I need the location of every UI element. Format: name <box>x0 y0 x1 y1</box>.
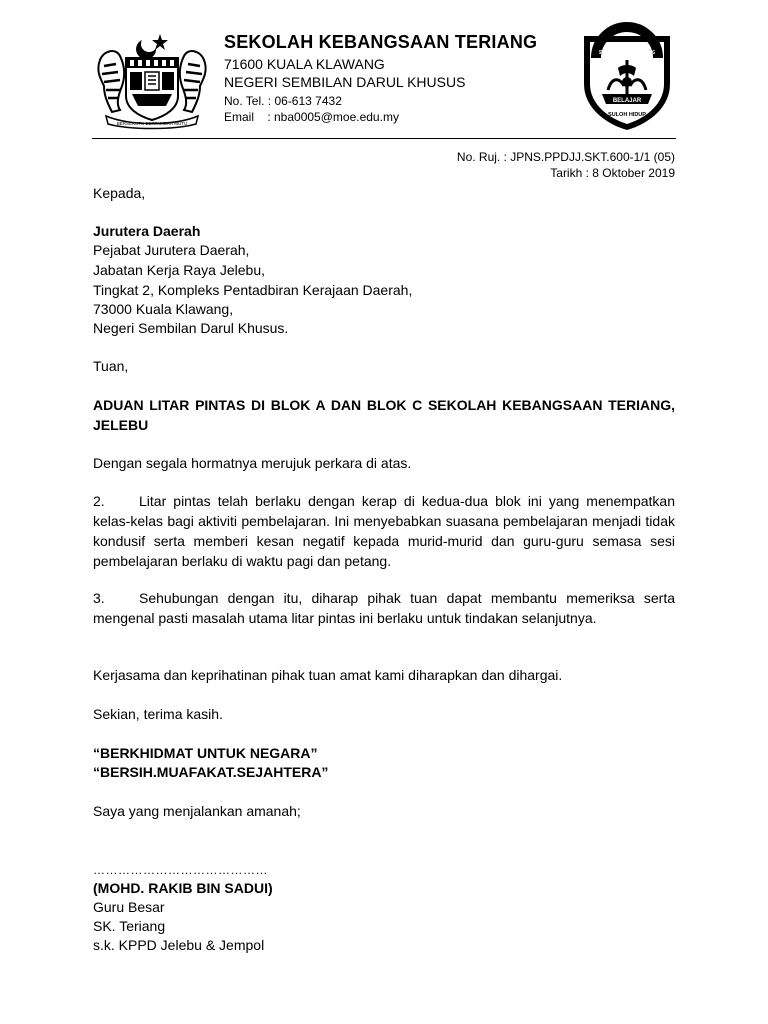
header-divider <box>92 138 676 139</box>
recipient-title: Jurutera Daerah <box>93 223 201 239</box>
crest-motto-text: BERSEKUTU BERTAMBAH MUTU <box>116 121 188 126</box>
motto-1: “BERKHIDMAT UNTUK NEGARA” <box>93 745 318 761</box>
paragraph-3-number: 3. <box>93 590 105 606</box>
recipient-line: 73000 Kuala Klawang, <box>93 301 234 317</box>
badge-bottom-text: SULOH HIDUP <box>608 112 646 118</box>
school-name: SEKOLAH KEBANGSAAN TERIANG <box>224 32 538 52</box>
closing-line: Saya yang menjalankan amanah; <box>93 803 301 819</box>
motto-2: “BERSIH.MUAFAKAT.SEJAHTERA” <box>93 764 329 780</box>
paragraph-5: Sekian, terima kasih. <box>93 706 223 722</box>
paragraph-2 <box>93 491 675 571</box>
signatory-school: SK. Teriang <box>93 918 166 934</box>
recipient-line: Jabatan Kerja Raya Jelebu, <box>93 262 265 278</box>
paragraph-4: Kerjasama dan keprihatinan pihak tuan amat kami diharapkan dan dihargai. <box>93 667 563 683</box>
coat-of-arms-logo <box>90 30 214 130</box>
letter-date: Tarikh : 8 Oktober 2019 <box>550 166 675 180</box>
reference-number: No. Ruj. : JPNS.PPDJJ.SKT.600-1/1 (05) <box>456 150 675 164</box>
phone-number: No. Tel. : 06-613 7432 <box>224 94 342 108</box>
letter-subject: ADUAN LITAR PINTAS DI BLOK A DAN BLOK C SEKOLAH KEBANGSAAN TERIANG, JELEBU <box>93 397 675 433</box>
recipient-to: Kepada, <box>93 185 146 201</box>
badge-middle-text: BELAJAR <box>612 98 642 104</box>
paragraph-3 <box>93 588 675 628</box>
paragraph-2-number: 2. <box>93 493 105 509</box>
email-address: Email : nba0005@moe.edu.my <box>224 110 399 124</box>
paragraph-3-text: Sehubungan dengan itu, diharap pihak tuan dapat membantu memeriksa serta mengenal pasti masalah utama litar pintas ini berlaku untuk tindakan selanjutnya. <box>93 590 675 626</box>
recipient-line: Negeri Sembilan Darul Khusus. <box>93 320 289 336</box>
paragraph-2-text: Litar pintas telah berlaku dengan kerap di kedua-dua blok ini yang menempatkan kelas-kelas bagi aktiviti pembelajaran. Ini menyebabkan suasana pembelajaran menjadi tidak kondusif serta memberi kesan negatif kepada murid-murid dan guru-guru semasa sesi pembelajaran berlaku di waktu pagi dan petang. <box>93 493 675 569</box>
paragraph-1: Dengan segala hormatnya merujuk perkara di atas. <box>93 455 412 471</box>
signature-dots: …………………………………… <box>93 863 268 877</box>
signatory-name: (MOHD. RAKIB BIN SADUI) <box>93 880 273 896</box>
signatory-position: Guru Besar <box>93 899 165 915</box>
badge-top-text: SEKOLAH KEBANGSAAN TERIANG <box>599 50 656 56</box>
recipient-line: Pejabat Jurutera Daerah, <box>93 242 250 258</box>
address-line-2: NEGERI SEMBILAN DARUL KHUSUS <box>224 74 466 90</box>
address-line-1: 71600 KUALA KLAWANG <box>224 56 385 72</box>
carbon-copy: s.k. KPPD Jelebu & Jempol <box>93 937 265 953</box>
greeting: Tuan, <box>93 358 129 374</box>
school-badge-logo <box>578 28 676 132</box>
recipient-line: Tingkat 2, Kompleks Pentadbiran Kerajaan Daerah, <box>93 282 413 298</box>
